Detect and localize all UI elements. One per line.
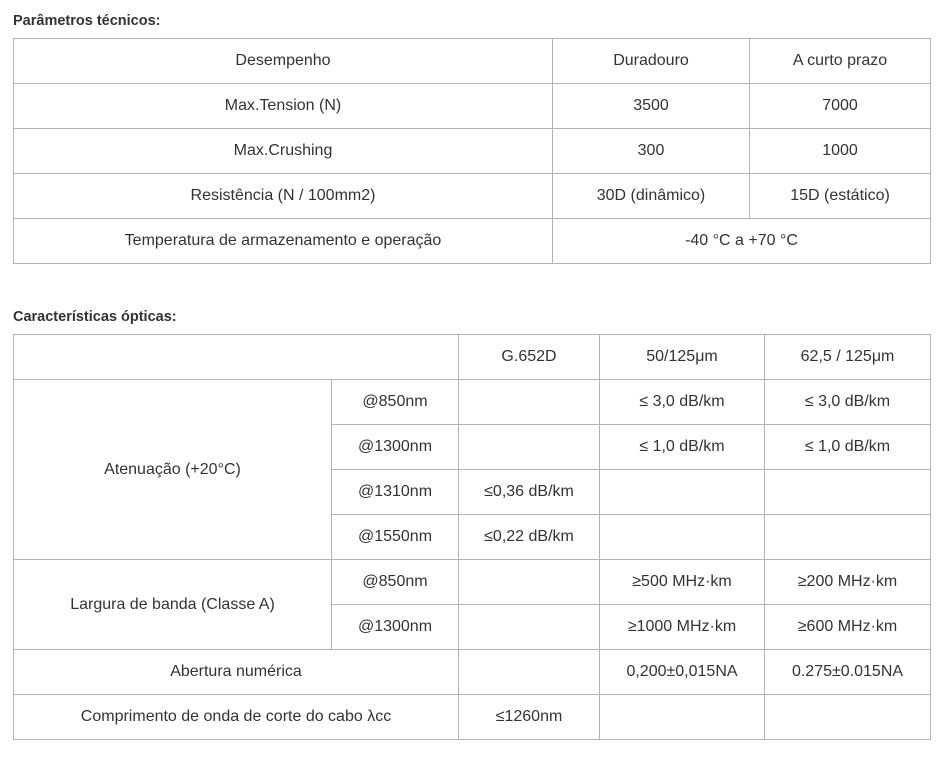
table-row [14, 129, 931, 174]
mm50-value: ≤ 3,0 dB/km [600, 380, 765, 425]
mm50-value [600, 470, 765, 515]
long-term-value: 300 [553, 129, 750, 174]
short-term-value: 7000 [750, 84, 931, 129]
temperature-label: Temperatura de armazenamento e operação [14, 219, 553, 264]
table-header-row [14, 335, 931, 380]
short-term-value: 15D (estático) [750, 174, 931, 219]
mm625-value: 0.275±0.015NA [765, 650, 931, 695]
mm625-value [765, 470, 931, 515]
row-label: Max.Tension (N) [14, 84, 553, 129]
table-row [14, 174, 931, 219]
row-label: Max.Crushing [14, 129, 553, 174]
mm50-value: ≥1000 MHz·km [600, 605, 765, 650]
long-term-value: 3500 [553, 84, 750, 129]
technical-parameters-table [13, 38, 931, 264]
wavelength: @850nm [332, 560, 459, 605]
temperature-value: -40 °C a +70 °C [553, 219, 931, 264]
header-50-125: 50/125μm [600, 335, 765, 380]
header-performance: Desempenho [14, 39, 553, 84]
mm50-value [600, 515, 765, 560]
header-g652d: G.652D [459, 335, 600, 380]
table-row [14, 84, 931, 129]
g652d-value [459, 650, 600, 695]
g652d-value [459, 425, 600, 470]
table-row [14, 650, 931, 695]
mm50-value: 0,200±0,015NA [600, 650, 765, 695]
g652d-value [459, 605, 600, 650]
wavelength: @850nm [332, 380, 459, 425]
g652d-value [459, 380, 600, 425]
header-long-term: Duradouro [553, 39, 750, 84]
optical-characteristics-table [13, 334, 931, 740]
table-row [14, 695, 931, 740]
mm625-value: ≤ 3,0 dB/km [765, 380, 931, 425]
g652d-value [459, 560, 600, 605]
mm50-value: ≤ 1,0 dB/km [600, 425, 765, 470]
header-62-5-125: 62,5 / 125μm [765, 335, 931, 380]
bandwidth-label: Largura de banda (Classe A) [14, 560, 332, 650]
table-row [14, 380, 931, 425]
wavelength: @1300nm [332, 605, 459, 650]
mm50-value: ≥500 MHz·km [600, 560, 765, 605]
mm625-value [765, 695, 931, 740]
mm625-value: ≥600 MHz·km [765, 605, 931, 650]
mm625-value [765, 515, 931, 560]
mm625-value: ≤ 1,0 dB/km [765, 425, 931, 470]
table-row [14, 219, 931, 264]
header-short-term: A curto prazo [750, 39, 931, 84]
g652d-value: ≤0,36 dB/km [459, 470, 600, 515]
wavelength: @1300nm [332, 425, 459, 470]
mm625-value: ≥200 MHz·km [765, 560, 931, 605]
optical-characteristics-heading: Características ópticas: [13, 309, 177, 325]
g652d-value: ≤1260nm [459, 695, 600, 740]
mm50-value [600, 695, 765, 740]
cutoff-wavelength-label: Comprimento de onda de corte do cabo λcc [14, 695, 459, 740]
technical-parameters-heading: Parâmetros técnicos: [13, 13, 161, 29]
wavelength: @1550nm [332, 515, 459, 560]
long-term-value: 30D (dinâmico) [553, 174, 750, 219]
table-row [14, 560, 931, 605]
attenuation-label: Atenuação (+20°C) [14, 380, 332, 560]
row-label: Resistência (N / 100mm2) [14, 174, 553, 219]
g652d-value: ≤0,22 dB/km [459, 515, 600, 560]
short-term-value: 1000 [750, 129, 931, 174]
header-empty [14, 335, 459, 380]
table-header-row [14, 39, 931, 84]
wavelength: @1310nm [332, 470, 459, 515]
numerical-aperture-label: Abertura numérica [14, 650, 459, 695]
